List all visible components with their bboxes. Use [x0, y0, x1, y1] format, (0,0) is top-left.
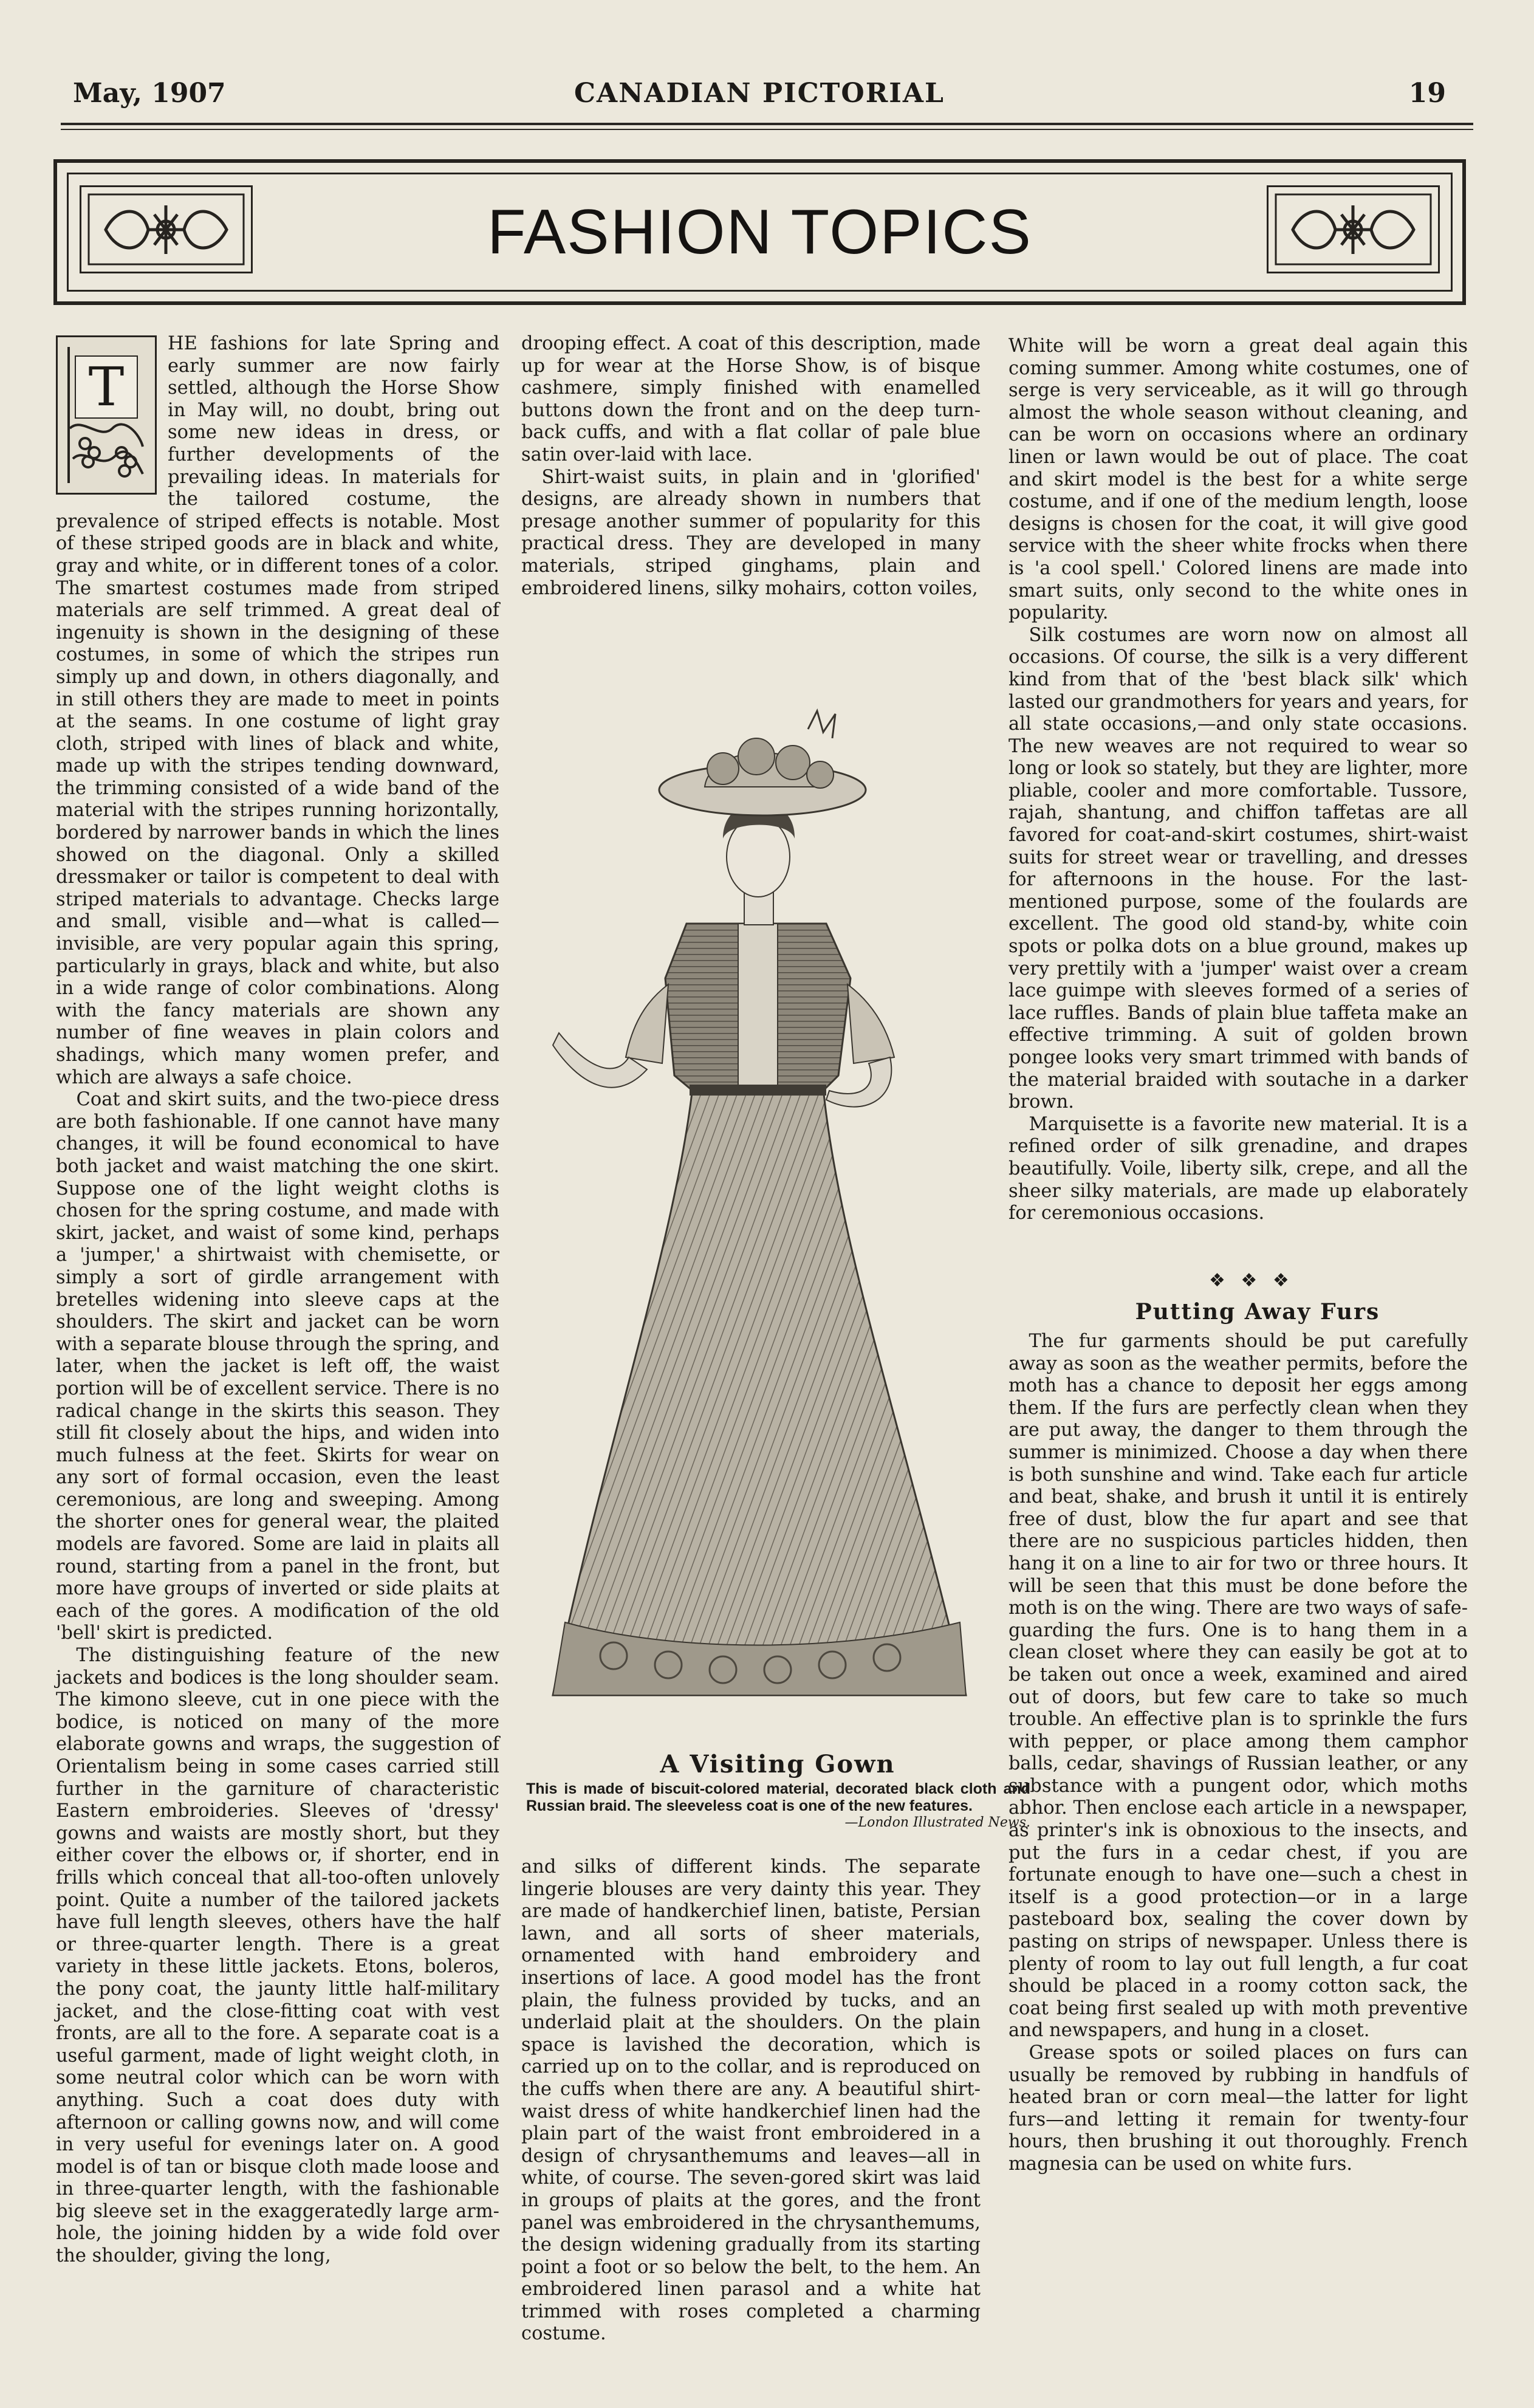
article-column-2-bottom — [521, 1856, 981, 2345]
article-column-2-top — [521, 333, 981, 600]
paragraph: HE fashions for late Spring and early summer are now fairly settled, although the Horse Show in May will, no doubt, bring out some new ideas in dress, or further developments of the prevailing ideas. In materials for the tailored costume, the prevalence of striped effects is notable. Most of these striped goods are in black and white, gray and white, or in different tones of a color. The smartest costumes made from striped materials are self trimmed. A great deal of ingenuity is shown in the designing of these costumes, in some of which the stripes run simply up and down, in others diagonally, and in still others they are made to meet in points at the seams. In one costume of light gray cloth, striped with lines of black and white, made up with the stripes tending downward, the trimming consisted of a wide band of the material with the stripes running horizontally, bordered by narrower bands in which the lines showed on the diagonal. Only a skilled dressmaker or tailor is competent to deal with striped materials to advantage. Checks large and small, visible and—what is called—invisible, are very popular again this spring, particularly in grays, black and white, but also in a wide range of color combinations. Along with the fancy materials are shown any number of fine weaves in plain colors and shadings, which many women prefer, and which are always a safe choice. — [56, 333, 499, 1088]
drop-cap-letter: T — [75, 355, 138, 419]
article-column-1 — [56, 333, 499, 2268]
paragraph: Shirt-waist suits, in plain and in 'glorified' designs, are already shown in numbers that presage another summer of popularity for this practical dress. They are developed in many materials, striped ginghams, plain and embroidered linens, silky mohairs, cotton voiles, — [521, 466, 981, 599]
paragraph: The fur garments should be put carefully away as soon as the weather permits, before the moth has a chance to deposit her eggs among them. If the furs are perfectly clean when they are put away, the danger to them through the summer is minimized. Choose a day when there is both sunshine and wind. Take each fur article and beat, shake, and brush it until it is entirely free of dust, blow the fur apart and see that there are no suspicious particles hidden, then hang it on a line to air for two or three hours. It will be seen that this must be done before the moth is on the wing. There are two ways of safe-guarding the furs. One is to hang them in a clean closet where they can easily be got at to be taken out once a week, examined and aired out of doors, but few care to take so much trouble. An effective plan is to sprinkle the furs with pepper, or place among them camphor balls, cedar, shavings of Russian leather, or any substance with a pungent odor, which moths abhor. Then enclose each article in a newspaper, as printer's ink is obnoxious to the insects, and put the furs in a cedar chest, if you are fortunate enough to have one—such a chest in itself is a good protection—or in a large pasteboard box, sealing the cover down by pasting on strips of newspaper. Unless there is plenty of room to lay out full length, a fur coat should be placed in a roomy cotton sack, the coat being first sealed up with moth preventive and newspapers, and hung in a closet. — [1008, 1331, 1468, 2042]
paragraph: drooping effect. A coat of this description, made up for wear at the Horse Show, is of bisque cashmere, simply finished with enamelled buttons down the front and on the deep turn-back cuffs, and with a flat collar of pale blue satin over-laid with lace. — [521, 333, 981, 465]
ornament-right-icon — [1267, 185, 1440, 273]
subheading: Putting Away Furs — [1135, 1299, 1380, 1325]
illustration-title: A Visiting Gown — [660, 1750, 895, 1779]
page-number: 19 — [1408, 78, 1446, 109]
paragraph: Marquisette is a favorite new material. It is a refined order of silk grenadine, and drapes beautifully. Voile, liberty silk, crepe, and all the sheer silky materials, are made up elaborately for ceremonious occasions. — [1008, 1113, 1468, 1224]
illustration-caption — [526, 1780, 1030, 1831]
header-rule-thin — [61, 129, 1473, 130]
paragraph: Silk costumes are worn now on almost all occasions. Of course, the silk is a very different kind from that of the 'best black silk' which lasted our grandmothers for years and years, for all state occasions,—and only state occasions. The new weaves are not required to wear so long or look so stately, but they are lighter, more pliable, cooler and more comfortable. Tussore, rajah, shantung, and chiffon taffetas are all favored for coat-and-skirt costumes, shirt-waist suits for street wear or travelling, and dresses for afternoons in the house. For the last-mentioned purpose, some of the foulards are excellent. The good old stand-by, white coin spots or polka dots on a blue ground, makes up very prettily with a 'jumper' waist over a cream lace guimpe with sleeves formed of a series of lace ruffles. Bands of plain blue taffeta make an effective trimming. A suit of golden brown pongee looks very smart trimmed with bands of the material braided with soutache in a darker brown. — [1008, 624, 1468, 1113]
paragraph: and silks of different kinds. The separate lingerie blouses are very dainty this year. They are made of handkerchief linen, batiste, Persian lawn, and all sorts of sheer materials, ornamented with hand embroidery and insertions of lace. A good model has the front plain, the fulness provided by tucks, and an underlaid plait at the shoulders. On the plain space is lavished the decoration, which is carried up on to the collar, and is reproduced on the cuffs when there are any. A beautiful shirt-waist dress of white handkerchief linen had the plain part of the waist front embroidered in a design of chrysanthemums and leaves—all in white, of course. The seven-gored skirt was laid in groups of plaits at the gores, and the front panel was embroidered in the chrysanthemums, the design widening gradually from its starting point a foot or so below the belt, to the hem. An embroidered linen parasol and a white hat trimmed with roses completed a charming costume. — [521, 1856, 981, 2345]
section-separator: ❖ ❖ ❖ — [1209, 1270, 1294, 1291]
running-head — [73, 73, 1446, 115]
publication-name: CANADIAN PICTORIAL — [574, 78, 945, 109]
section-banner — [53, 159, 1466, 305]
fashion-illustration — [522, 638, 996, 1738]
drop-cap-ornament — [56, 335, 157, 495]
paragraph: Coat and skirt suits, and the two-piece dress are both fashionable. If one cannot have many changes, it will be found economical to have both jacket and waist matching the one skirt. Suppose one of the light weight cloths is chosen for the spring costume, and made with skirt, jacket, and waist of some kind, perhaps a 'jumper,' a shirtwaist with chemisette, or simply a sort of girdle arrangement with bretelles widening into sleeve caps at the shoulders. The skirt and jacket can be worn with a separate blouse through the spring, and later, when the jacket is left off, the waist portion will be of excellent service. There is no radical change in the skirts this season. They still fit closely about the hips, and widen into much fulness at the feet. Skirts for wear on any sort of formal occasion, even the least ceremonious, are long and sweeping. Among the shorter ones for general wear, the plaited models are favored. Some are laid in plaits all round, starting from a panel in the front, but more have groups of inverted or side plaits at each of the gores. A modification of the old 'bell' skirt is predicted. — [56, 1089, 499, 1644]
paragraph: The distinguishing feature of the new jackets and bodices is the long shoulder seam. The kimono sleeve, cut in one piece with the bodice, is noticed on many of the more elaborate gowns and wraps, the suggestion of Orientalism being in some cases carried still further in the garniture of characteristic Eastern embroideries. Sleeves of 'dressy' gowns and waists are mostly short, but they either cover the elbows or, if shorter, end in frills which conceal that all-too-often unlovely point. Quite a number of the tailored jackets have full length sleeves, others have the half or three-quarter length. There is a great variety in these little jackets. Etons, boleros, the pony coat, the jaunty little half-military jacket, and the close-fitting coat with vest fronts, are all to the fore. A separate coat is a useful garment, made of light weight cloth, in some neutral color which can be worn with anything. Such a coat does duty with afternoon or calling gowns now, and will come in very useful for evenings later on. A good model is of tan or bisque cloth made loose and in three-quarter length, with the fashionable big sleeve set in the exaggeratedly large arm-hole, the joining hidden by a wide fold over the shoulder, giving the long, — [56, 1645, 499, 2267]
section-title: FASHION TOPICS — [487, 197, 1032, 267]
header-rule — [61, 123, 1473, 125]
banner-frame — [67, 173, 1453, 292]
article-column-3-top — [1008, 335, 1468, 1225]
article-column-3-bottom — [1008, 1331, 1468, 2176]
issue-date: May, 1907 — [73, 78, 226, 109]
paragraph: White will be worn a great deal again this coming summer. Among white costumes, one of serge is very serviceable, as it will go through almost the whole season without cleaning, and can be worn on occasions where an ordinary linen or lawn would be out of place. The coat and skirt model is the best for a white serge costume, and if one of the medium length, loose designs is chosen for the coat, it will give good service with the sheer white frocks when there is 'a cool spell.' Colored linens are made into smart suits, only second to the white ones in popularity. — [1008, 335, 1468, 624]
caption-body: This is made of biscuit-colored material, decorated black cloth and Russian braid. The sleeveless coat is one of the new features. — [526, 1780, 1030, 1814]
caption-credit: —London Illustrated News. — [844, 1815, 1030, 1830]
ornament-left-icon — [80, 185, 253, 273]
paragraph: Grease spots or soiled places on furs can usually be removed by rubbing in handfuls of heated bran or corn meal—the latter for light furs—and letting it remain for twenty-four hours, then brushing it out thoroughly. French magnesia can be used on white furs. — [1008, 2042, 1468, 2175]
